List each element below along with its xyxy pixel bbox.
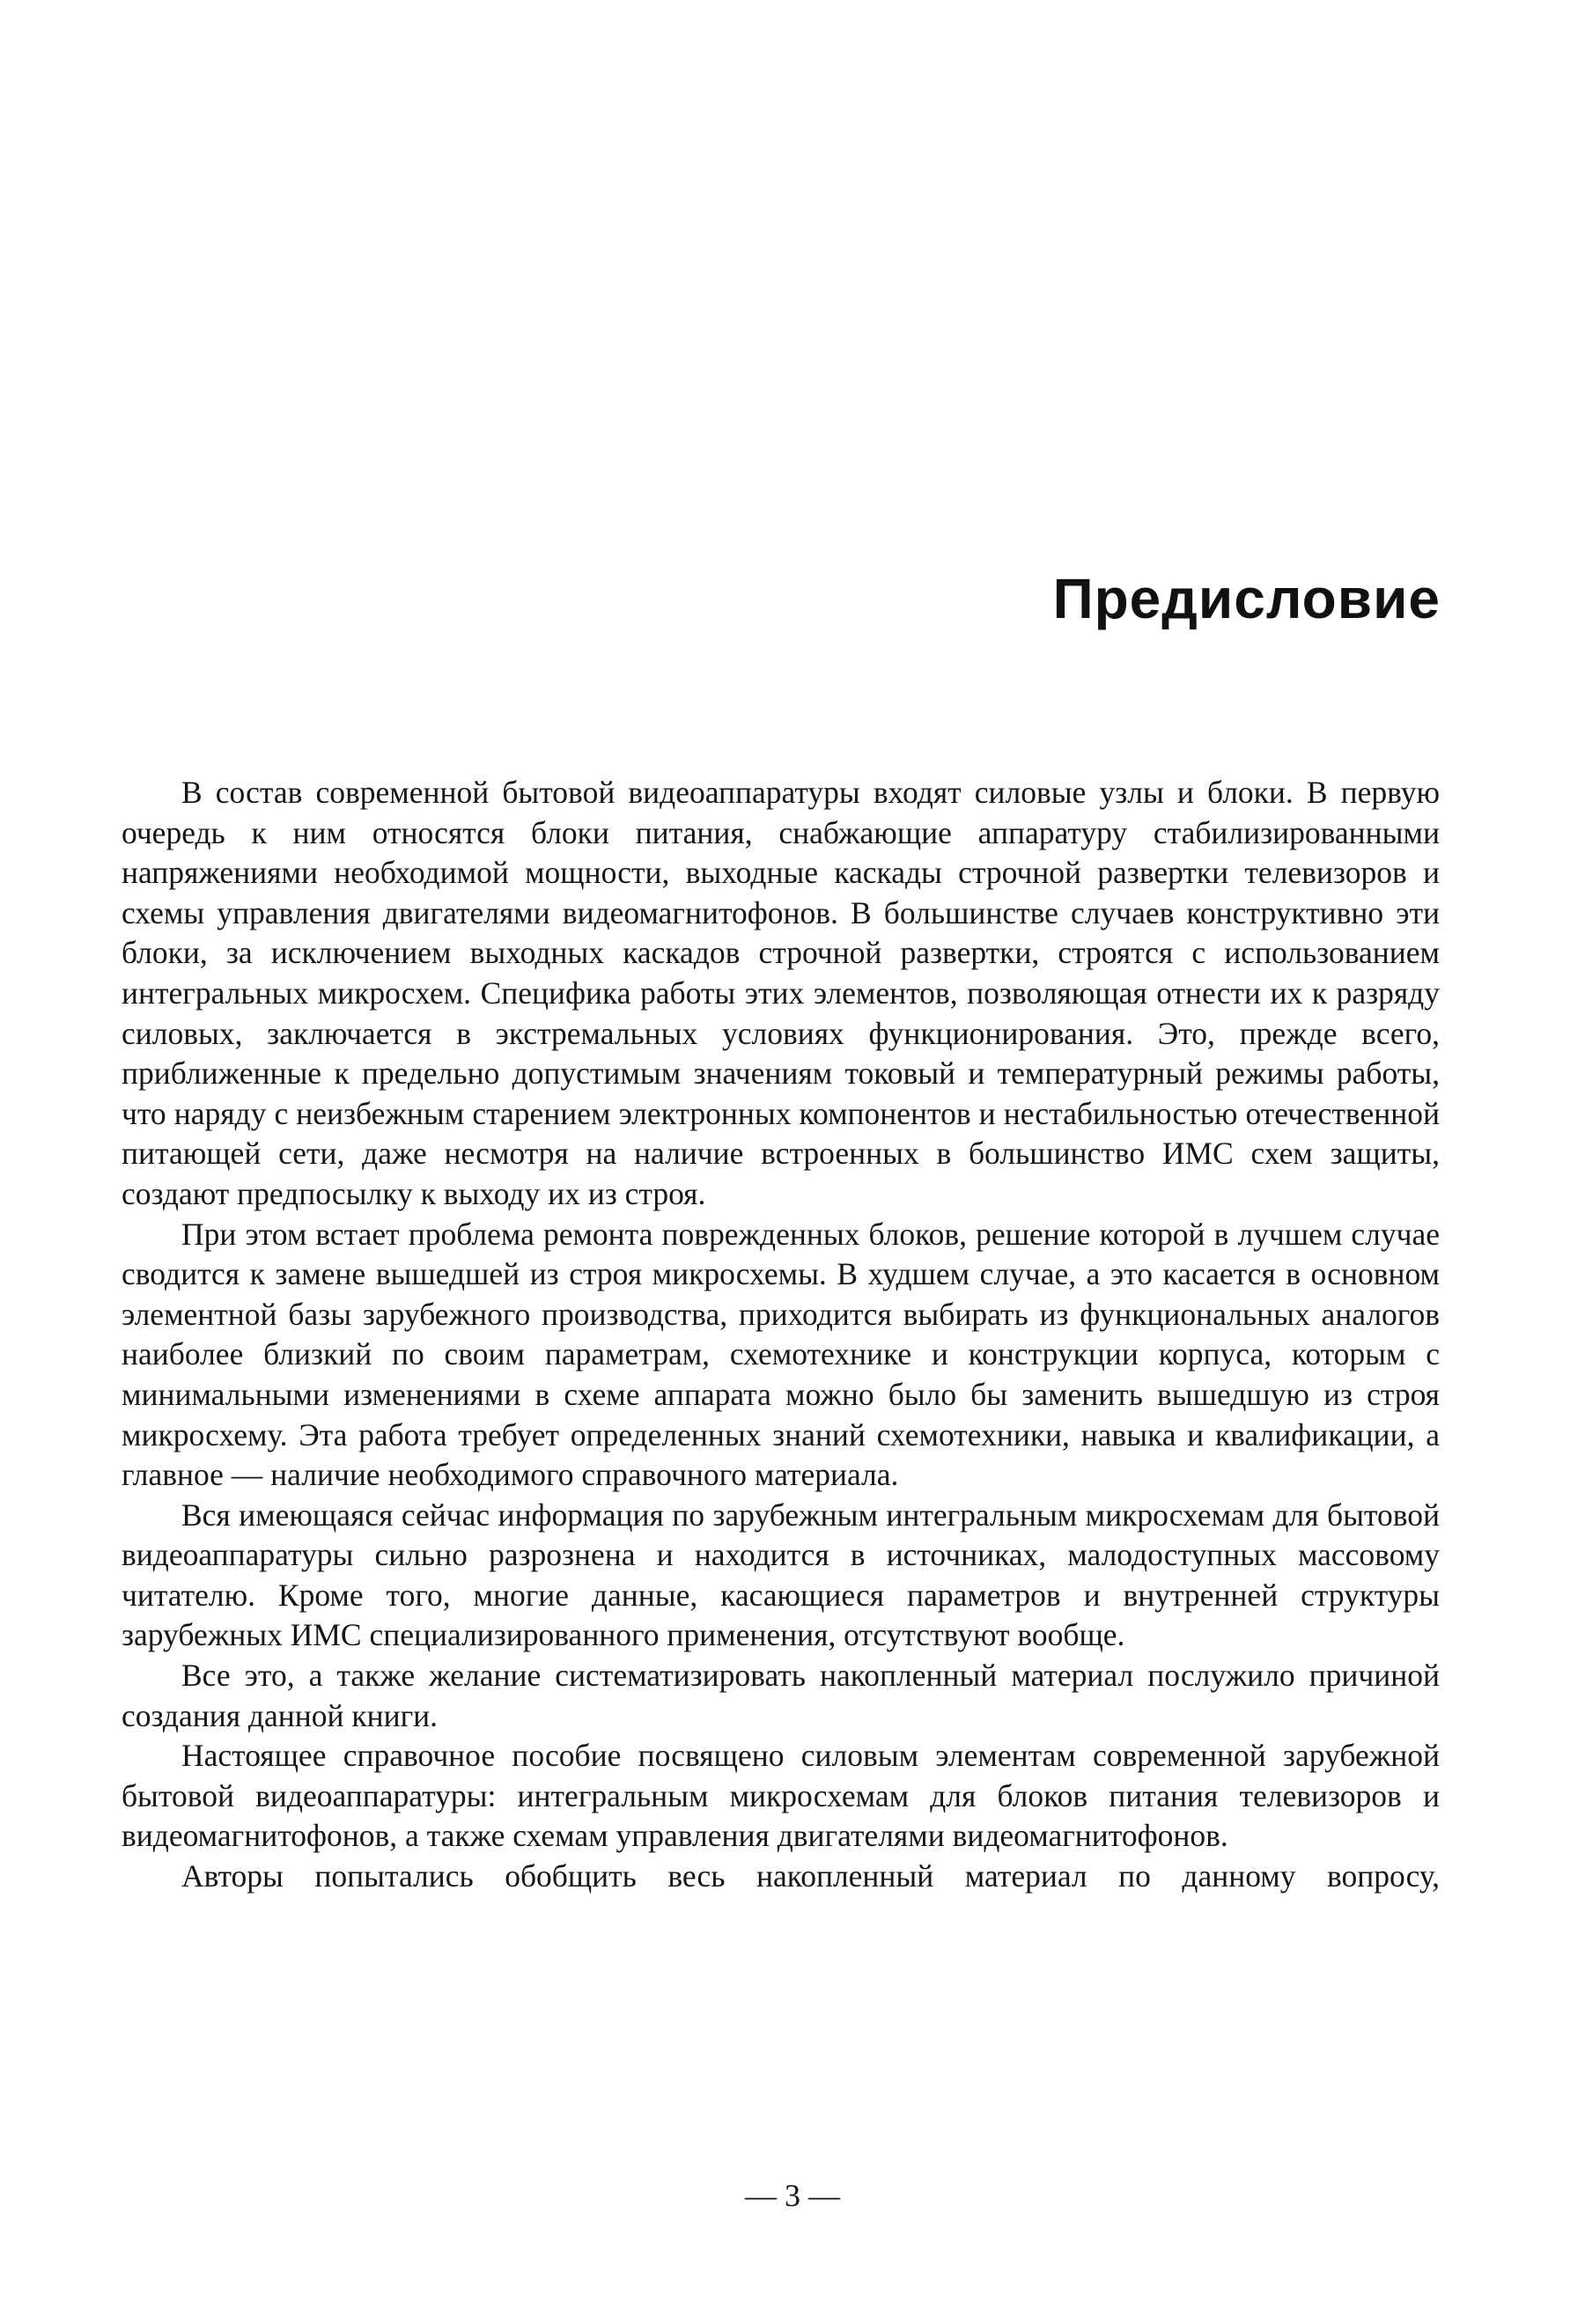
page-number: — 3 — <box>745 2178 840 2213</box>
paragraph-3: Вся имеющаяся сейчас информация по зарубежным интегральным микросхемам для бытовой видеоаппаратуры сильно разрознена и находится в источниках, малодоступных массовому читателю. Кроме того, многие данные, касающиеся параметров и внутренней структуры зарубежных ИМС специализированного применения, отсутствуют вообще. <box>122 1497 1440 1653</box>
paragraph-2: При этом встает проблема ремонта поврежденных блоков, решение которой в лучшем случае сводится к замене вышедшей из строя микросхемы. В худшем случае, а это касается в основном элементной базы зарубежного производства, приходится выбирать из функциональных аналогов наиболее близкий по своим параметрам, схемотехнике и конструкции корпуса, которым с минимальными изменениями в схеме аппарата можно было бы заменить вышедшую из строя микросхему. Эта работа требует определенных знаний схемотехники, навыка и квалификации, а главное — наличие необходимого справочного материала. <box>122 1216 1440 1493</box>
chapter-title: Предисловие <box>1052 567 1441 630</box>
paragraph-1: В состав современной бытовой видеоаппаратуры входят силовые узлы и блоки. В первую очередь к ним относятся блоки питания, снабжающие аппаратуру стабилизированными напряжениями необходимой мощности, выходные каскады строчной развертки телевизоров и схемы управления двигателями видеомагнитофонов. В большинстве случаев конструктивно эти блоки, за исключением выходных каскадов строчной развертки, строятся с использованием интегральных микросхем. Специфика работы этих элементов, позволяющая отнести их к разряду силовых, заключается в экстремальных условиях функционирования. Это, прежде всего, приближенные к предельно допустимым значениям токовый и температурный режимы работы, что наряду с неизбежным старением электронных компонентов и нестабильностью отечественной питающей сети, даже несмотря на наличие встроенных в большинство ИМС схем защиты, создают предпосылку к выходу их из строя. <box>122 775 1440 1211</box>
paragraph-5: Настоящее справочное пособие посвящено силовым элементам современной зарубежной бытовой видеоаппаратуры: интегральным микросхемам для блоков питания телевизоров и видеомагнитофонов, а также схемам управления двигателями видеомагнитофонов. <box>122 1738 1440 1854</box>
body-text <box>122 773 1440 1897</box>
paragraph-4: Все это, а также желание систематизировать накопленный материал послужило причиной создания данной книги. <box>122 1658 1440 1733</box>
paragraph-6: Авторы попытались обобщить весь накопленный материал по данному вопросу, <box>181 1858 1440 1894</box>
